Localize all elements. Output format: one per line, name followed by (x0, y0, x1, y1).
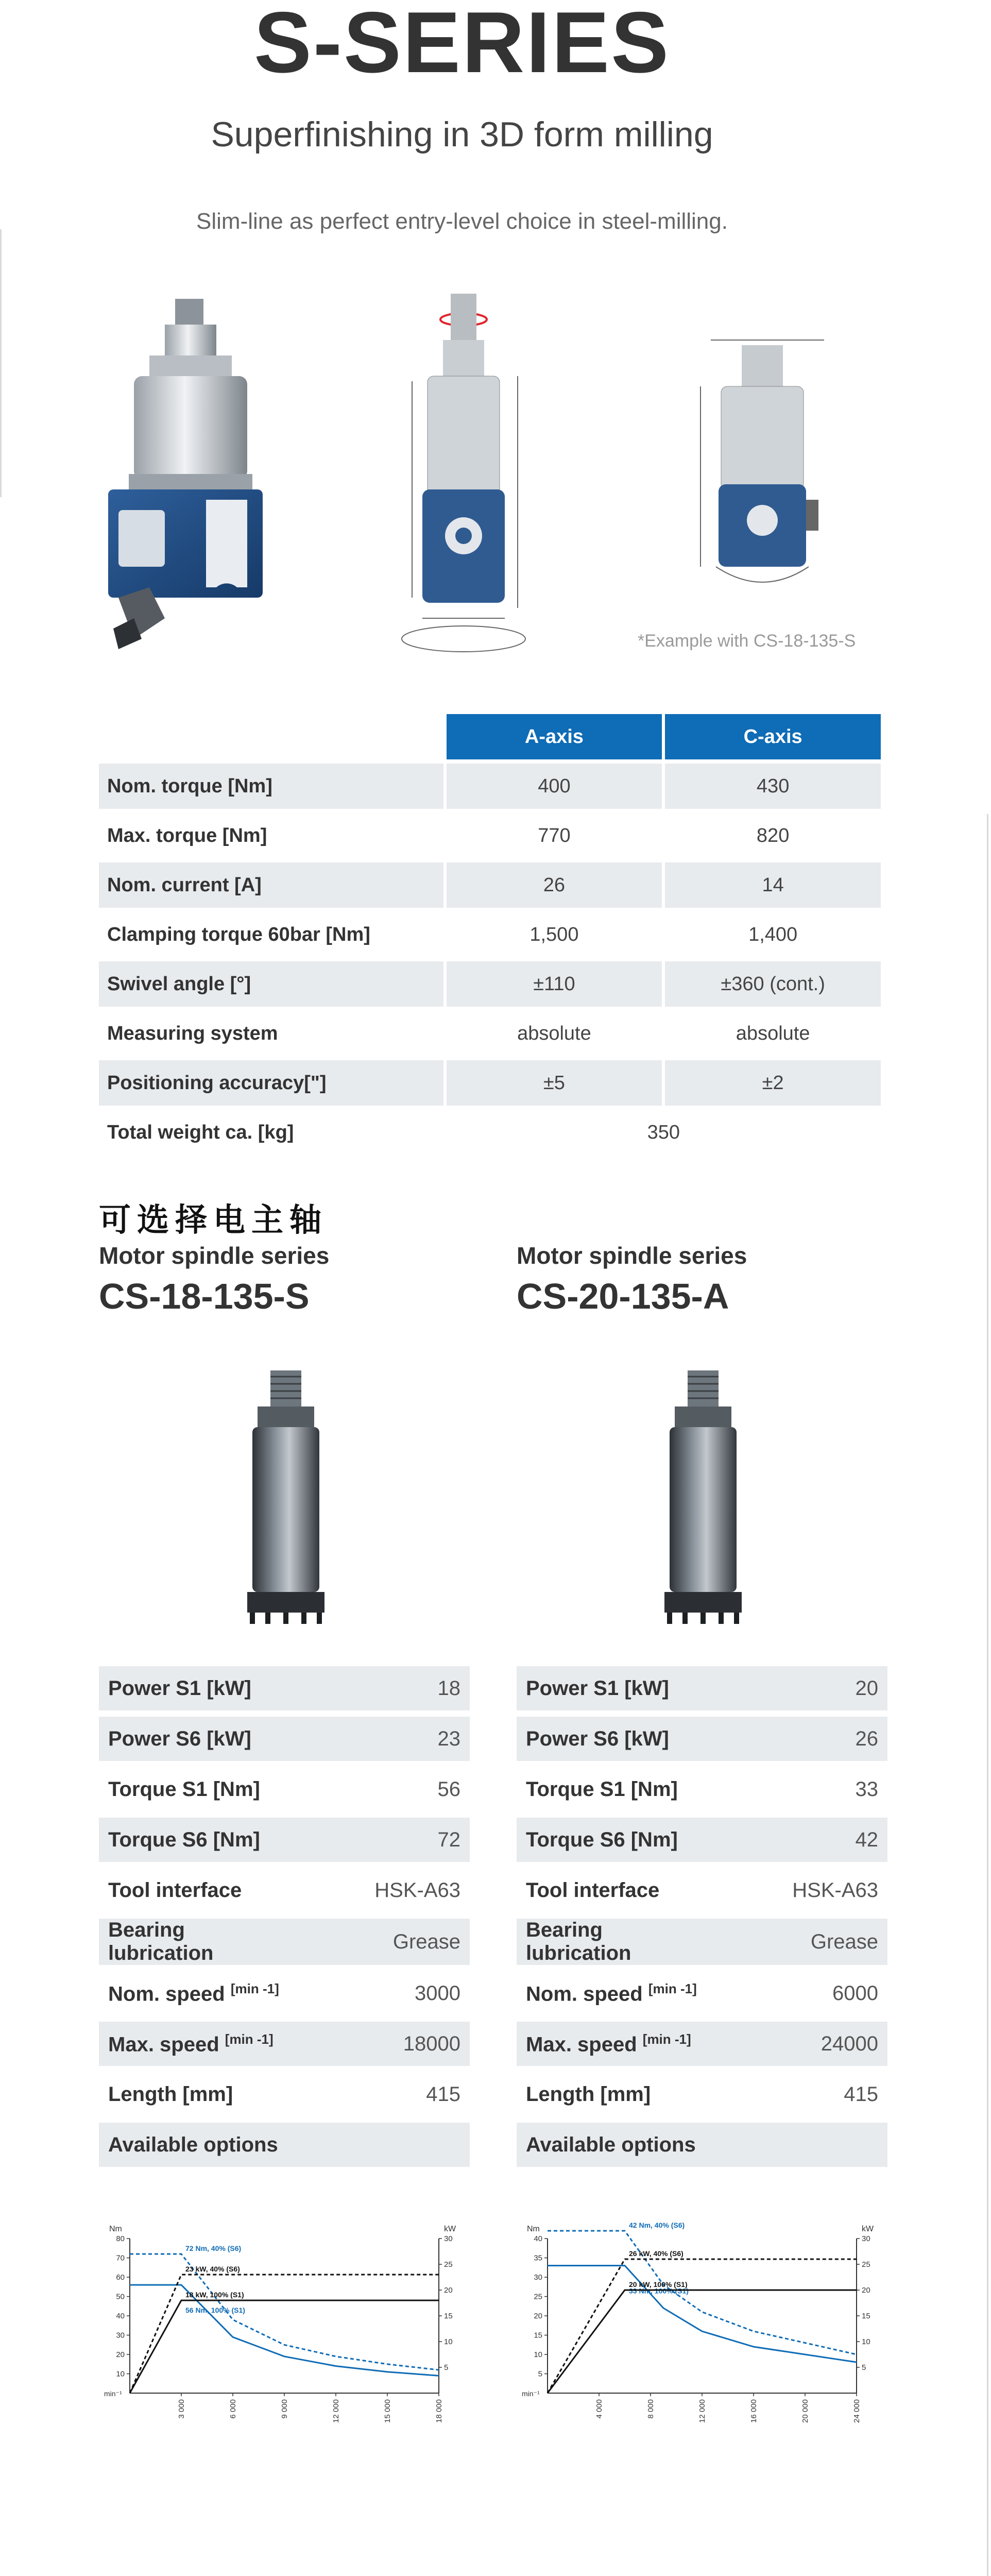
spindle-spec-row (517, 1919, 887, 1965)
left-axis-unit: Nm (527, 2225, 540, 2233)
series-line-3 (130, 2300, 439, 2393)
spindle-spec-row (99, 1971, 470, 2015)
spec-label: Nom. current [A] (99, 862, 443, 908)
spec-value (302, 2123, 470, 2167)
series-line-1 (548, 2266, 857, 2363)
spec-value-c: 1,400 (748, 923, 798, 945)
spec-label: Nom. torque [Nm] (99, 764, 443, 809)
spec-value: 33 (855, 1777, 878, 1801)
spec-row (99, 813, 881, 858)
y-right-tick-label: 15 (862, 2312, 870, 2320)
front-dimension-drawing (391, 289, 582, 659)
spec-value: 3000 (415, 1981, 460, 2005)
series-label-1: 56 Nm, 100% (S1) (185, 2306, 245, 2314)
y-left-tick-label: 30 (534, 2273, 542, 2282)
spec-unit: [min -1] (230, 1980, 279, 1996)
spindle-2-series-label: Motor spindle series (517, 1242, 747, 1269)
series-label-0: 72 Nm, 40% (S6) (185, 2244, 242, 2252)
y-left-tick-label: 70 (116, 2253, 125, 2263)
spec-value: HSK-A63 (792, 1878, 878, 1902)
spec-label: Measuring system (107, 1022, 278, 1044)
spec-value: 56 (437, 1777, 460, 1801)
spec-row (99, 912, 881, 957)
spec-header-empty (99, 714, 443, 759)
spec-value: 18 (302, 1666, 470, 1710)
x-tick-label: 16 000 (749, 2399, 758, 2423)
spec-value-a: 770 (538, 824, 571, 846)
spec-label: Nom. speed (526, 1982, 643, 2006)
image-caption: *Example with CS-18-135-S (638, 631, 856, 651)
spec-value: 18000 (302, 2022, 470, 2066)
y-left-tick-label: 40 (116, 2312, 125, 2320)
spindle-1-name: CS-18-135-S (99, 1276, 310, 1316)
spec-value: 42 (720, 1818, 887, 1862)
spec-row (99, 961, 881, 1007)
x-tick-label: 12 000 (698, 2399, 707, 2423)
x-tick-label: 18 000 (435, 2399, 443, 2423)
spindle-spec-row (99, 1868, 470, 1912)
y-left-tick-label: 15 (534, 2331, 542, 2340)
spec-value: 415 (844, 2082, 878, 2106)
spindle-1-series-label: Motor spindle series (99, 1242, 330, 1269)
spec-label: Total weight ca. [kg] (107, 1121, 294, 1143)
series-line-2 (130, 2275, 439, 2393)
spec-value-a: absolute (517, 1022, 591, 1044)
series-line-2 (548, 2259, 857, 2393)
y-left-tick-label: 50 (116, 2292, 125, 2301)
spec-label: Tool interface (526, 1878, 660, 1902)
spec-row (99, 1011, 881, 1056)
x-axis-unit: min⁻¹ (104, 2389, 122, 2398)
spec-value: 20 (720, 1666, 887, 1710)
spindle-spec-row (517, 1666, 887, 1710)
x-tick-label: 6 000 (229, 2399, 237, 2419)
spec-label: Torque S1 [Nm] (526, 1777, 678, 1801)
spindle-spec-row (517, 1818, 887, 1862)
spec-label: Max. torque [Nm] (107, 824, 267, 846)
y-right-tick-label: 25 (862, 2260, 870, 2269)
left-divider (0, 229, 2, 497)
x-tick-label: 4 000 (595, 2399, 604, 2419)
y-right-tick-label: 30 (862, 2234, 870, 2243)
spindle-spec-row (99, 1919, 470, 1965)
spec-label: Max. speed (108, 2033, 219, 2056)
left-axis-unit: Nm (109, 2225, 122, 2233)
y-left-tick-label: 80 (116, 2234, 125, 2243)
right-axis-unit: kW (444, 2225, 456, 2233)
spec-value-weight: 350 (647, 1121, 680, 1143)
spec-value-c: 430 (665, 764, 881, 809)
series-label-0: 42 Nm, 40% (S6) (629, 2221, 685, 2229)
spec-label: Power S6 [kW] (517, 1717, 720, 1761)
spec-row (99, 862, 881, 908)
spec-label: Power S1 [kW] (99, 1666, 302, 1710)
spec-unit: [min -1] (648, 1980, 697, 1996)
side-dimension-drawing (690, 325, 845, 603)
spec-unit: [min -1] (642, 2031, 691, 2047)
spindle-2-spec-table (517, 1660, 887, 2173)
spec-label: Power S6 [kW] (99, 1717, 302, 1761)
x-tick-label: 15 000 (383, 2399, 392, 2423)
x-tick-label: 12 000 (332, 2399, 340, 2423)
y-left-tick-label: 25 (534, 2292, 542, 2301)
spindle-section-title: 可选择电主轴 (99, 1202, 328, 1238)
y-right-tick-label: 25 (444, 2260, 453, 2269)
spec-label: Bearing lubrication (99, 1919, 302, 1965)
col-a-axis: A-axis (447, 714, 662, 759)
spec-label: Tool interface (108, 1878, 242, 1902)
spindle-spec-row (99, 1818, 470, 1862)
y-right-tick-label: 5 (444, 2363, 449, 2372)
spec-value (720, 2123, 887, 2167)
spec-label: Length [mm] (108, 2082, 233, 2106)
spec-label: Length [mm] (526, 2082, 651, 2106)
spindle-spec-row (517, 1868, 887, 1912)
spec-value-c: ±360 (cont.) (665, 961, 881, 1007)
spec-label: Available options (517, 2123, 720, 2167)
intro-text: Slim-line as perfect entry-level choice in steel-milling. (196, 209, 728, 234)
spindle-spec-row (99, 1767, 470, 1811)
series-label-2: 26 kW, 40% (S6) (629, 2249, 684, 2258)
spindle-spec-row (99, 1717, 470, 1761)
right-axis-unit: kW (862, 2225, 874, 2233)
y-left-tick-label: 40 (534, 2234, 542, 2243)
y-left-tick-label: 20 (534, 2312, 542, 2320)
y-right-tick-label: 20 (444, 2286, 453, 2295)
spec-label: Bearing lubrication (517, 1919, 720, 1965)
spec-value-c: ±2 (665, 1060, 881, 1106)
spindle-spec-row (517, 2022, 887, 2066)
spindle-1-image (234, 1370, 337, 1628)
spindle-spec-row (517, 1767, 887, 1811)
x-axis-unit: min⁻¹ (522, 2389, 540, 2398)
spec-label: Available options (99, 2123, 302, 2167)
right-divider (987, 814, 988, 2576)
spindle-spec-row (517, 1971, 887, 2015)
spec-value: 6000 (832, 1981, 878, 2005)
spindle-1-spec-table (99, 1660, 470, 2173)
series-label-3: 18 kW, 100% (S1) (185, 2291, 244, 2299)
y-left-tick-label: 5 (538, 2369, 542, 2379)
y-right-tick-label: 20 (862, 2286, 870, 2295)
spindle-2-name: CS-20-135-A (517, 1276, 729, 1316)
x-tick-label: 3 000 (177, 2399, 186, 2419)
spec-label: Torque S1 [Nm] (108, 1777, 260, 1801)
page-title: S-SERIES (253, 0, 671, 91)
series-line-0 (130, 2254, 439, 2370)
spec-value: Grease (302, 1919, 470, 1965)
spec-row (99, 764, 881, 809)
x-tick-label: 9 000 (280, 2399, 289, 2419)
spec-value-c: absolute (736, 1022, 810, 1044)
spindle-spec-row (517, 1717, 887, 1761)
spec-value: 24000 (720, 2022, 887, 2066)
spec-value-a: ±110 (447, 961, 662, 1007)
y-left-tick-label: 35 (534, 2253, 542, 2263)
spec-label: Clamping torque 60bar [Nm] (107, 923, 370, 945)
y-left-tick-label: 60 (116, 2273, 125, 2282)
spec-value: 23 (302, 1717, 470, 1761)
y-right-tick-label: 10 (444, 2337, 453, 2346)
axis-spec-table (96, 710, 884, 1159)
spec-value-a: 400 (447, 764, 662, 809)
spec-row-weight (99, 1110, 881, 1155)
y-left-tick-label: 10 (534, 2350, 542, 2359)
y-right-tick-label: 10 (862, 2337, 870, 2346)
spec-value-a: ±5 (447, 1060, 662, 1106)
y-right-tick-label: 5 (862, 2363, 866, 2372)
spec-value: 72 (302, 1818, 470, 1862)
spec-label: Torque S6 [Nm] (99, 1818, 302, 1862)
spec-label: Nom. speed (108, 1982, 225, 2006)
spec-row (99, 1060, 881, 1106)
spindle-2-image (652, 1370, 755, 1628)
page-subtitle: Superfinishing in 3D form milling (211, 115, 713, 154)
spindle-2-chart (517, 2218, 887, 2439)
x-tick-label: 8 000 (646, 2399, 655, 2419)
y-right-tick-label: 30 (444, 2234, 453, 2243)
y-left-tick-label: 20 (116, 2350, 125, 2359)
spec-value: Grease (720, 1919, 887, 1965)
spec-label: Swivel angle [°] (99, 961, 443, 1007)
spec-value: 26 (720, 1717, 887, 1761)
spindle-1-chart (99, 2218, 470, 2439)
spindle-spec-row (99, 1666, 470, 1710)
x-tick-label: 20 000 (801, 2399, 810, 2423)
series-line-0 (548, 2231, 857, 2354)
spec-label: Max. speed (526, 2033, 637, 2056)
y-right-tick-label: 15 (444, 2312, 453, 2320)
y-left-tick-label: 10 (116, 2369, 125, 2379)
x-tick-label: 24 000 (852, 2399, 861, 2423)
series-line-1 (130, 2285, 439, 2376)
spec-value: 415 (426, 2082, 460, 2106)
y-left-tick-label: 30 (116, 2331, 125, 2340)
spec-value-c: 14 (665, 862, 881, 908)
series-line-3 (548, 2290, 857, 2393)
series-label-1: 33 Nm, 100% (S1) (629, 2286, 689, 2295)
swivel-head-photo (98, 289, 283, 659)
spindle-spec-row (99, 2022, 470, 2066)
spec-value-c: 820 (756, 824, 790, 846)
col-c-axis: C-axis (665, 714, 881, 759)
spec-label: Positioning accuracy["] (99, 1060, 443, 1106)
spec-value-a: 1,500 (529, 923, 579, 945)
spec-label: Torque S6 [Nm] (517, 1818, 720, 1862)
series-label-3: 20 kW, 100% (S1) (629, 2280, 688, 2289)
spec-unit: [min -1] (225, 2031, 274, 2047)
spindle-spec-row (99, 2123, 470, 2167)
series-label-2: 23 kW, 40% (S6) (185, 2265, 240, 2273)
spec-value-a: 26 (447, 862, 662, 908)
spindle-spec-row (517, 2123, 887, 2167)
spindle-spec-row (517, 2072, 887, 2116)
spindle-spec-row (99, 2072, 470, 2116)
spec-label: Power S1 [kW] (517, 1666, 720, 1710)
spec-value: HSK-A63 (374, 1878, 460, 1902)
